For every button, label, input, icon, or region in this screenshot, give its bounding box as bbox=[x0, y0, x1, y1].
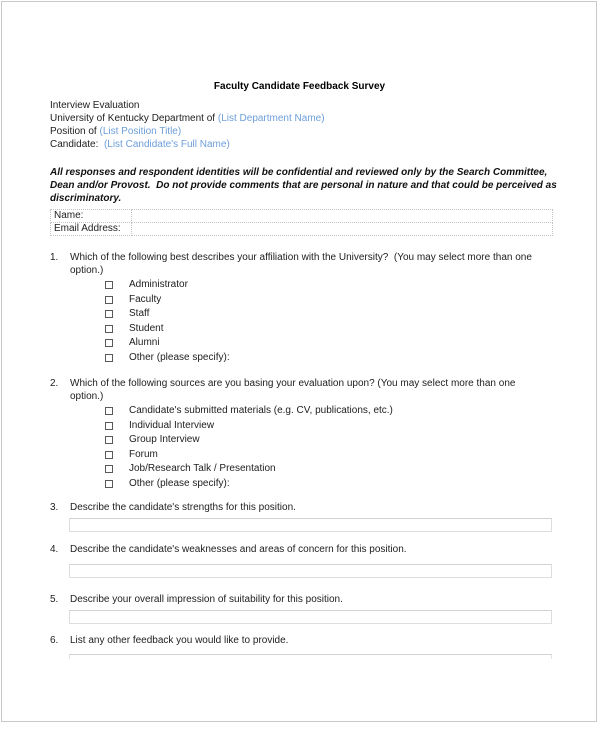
checkbox-icon[interactable] bbox=[105, 422, 113, 430]
checkbox-icon[interactable] bbox=[105, 451, 113, 459]
option-label: Group Interview bbox=[129, 434, 200, 445]
option-faculty[interactable] bbox=[105, 293, 549, 308]
question-2-options bbox=[105, 404, 549, 491]
checkbox-icon[interactable] bbox=[105, 436, 113, 444]
answer-box-overall-impression[interactable] bbox=[69, 610, 552, 624]
option-label: Forum bbox=[129, 448, 158, 460]
option-job-research-talk[interactable] bbox=[105, 462, 549, 477]
question-2-text: Which of the following sources are you basing your evaluation upon? (You may select more than one option.) bbox=[70, 378, 519, 402]
question-2 bbox=[50, 377, 549, 491]
confidentiality-notice: All responses and respondent identities will be confidential and reviewed only by the Search Committee, Dean and/or Provost. Do not provide comments that are personal in nature and that could be perceived as discriminatory. bbox=[50, 167, 560, 204]
question-6-number: 6. bbox=[50, 635, 59, 646]
name-label: Name: bbox=[51, 210, 132, 223]
contact-table bbox=[50, 209, 553, 236]
answer-box-other-feedback[interactable] bbox=[69, 654, 552, 659]
question-1-options bbox=[105, 278, 549, 365]
option-label: Other (please specify): bbox=[129, 351, 230, 363]
question-6 bbox=[50, 634, 549, 659]
position-prefix: Position of bbox=[50, 126, 100, 137]
question-4-text: Describe the candidate's weaknesses and areas of concern for this position. bbox=[70, 544, 407, 555]
checkbox-icon[interactable] bbox=[105, 310, 113, 318]
name-value-field[interactable] bbox=[132, 210, 553, 223]
question-3-number: 3. bbox=[50, 502, 59, 513]
option-forum[interactable] bbox=[105, 448, 549, 463]
question-5-text: Describe your overall impression of suitability for this position. bbox=[70, 594, 343, 605]
option-administrator[interactable] bbox=[105, 278, 549, 293]
department-name-placeholder[interactable]: (List Department Name) bbox=[217, 113, 325, 124]
header-line-evaluation bbox=[50, 99, 549, 112]
email-label: Email Address: bbox=[51, 223, 132, 236]
page-title: Faculty Candidate Feedback Survey bbox=[213, 81, 386, 92]
option-label: Alumni bbox=[129, 337, 160, 348]
option-other-source[interactable] bbox=[105, 477, 549, 492]
answer-box-weaknesses[interactable] bbox=[69, 564, 552, 578]
checkbox-icon[interactable] bbox=[105, 281, 113, 289]
checkbox-icon[interactable] bbox=[105, 465, 113, 473]
question-1-text: Which of the following best describes your affiliation with the University? (You may select more than one option.) bbox=[70, 252, 535, 276]
option-individual-interview[interactable] bbox=[105, 419, 549, 434]
option-label: Staff bbox=[129, 308, 150, 319]
checkbox-icon[interactable] bbox=[105, 296, 113, 304]
question-6-text: List any other feedback you would like to provide. bbox=[70, 635, 289, 646]
question-1 bbox=[50, 251, 549, 365]
question-2-number: 2. bbox=[50, 378, 59, 389]
header-line-position bbox=[50, 125, 549, 138]
question-1-number: 1. bbox=[50, 252, 59, 263]
question-3 bbox=[50, 501, 549, 532]
table-row bbox=[51, 223, 553, 236]
email-value-field[interactable] bbox=[132, 223, 553, 236]
option-label: Other (please specify): bbox=[129, 477, 230, 489]
option-alumni[interactable] bbox=[105, 336, 549, 351]
header-block bbox=[50, 99, 549, 151]
checkbox-icon[interactable] bbox=[105, 480, 113, 488]
page-content bbox=[2, 2, 596, 659]
question-4-number: 4. bbox=[50, 544, 59, 555]
answer-box-strengths[interactable] bbox=[69, 518, 552, 532]
option-label: Candidate's submitted materials (e.g. CV, publications, etc.) bbox=[129, 405, 393, 416]
question-5-number: 5. bbox=[50, 594, 59, 605]
option-submitted-materials[interactable] bbox=[105, 404, 549, 419]
question-4 bbox=[50, 543, 549, 578]
document-page bbox=[1, 1, 597, 722]
candidate-name-placeholder[interactable]: (List Candidate's Full Name) bbox=[103, 139, 230, 150]
question-3-text: Describe the candidate's strengths for this position. bbox=[70, 502, 296, 513]
header-line-department bbox=[50, 112, 549, 125]
department-prefix: University of Kentucky Department of bbox=[50, 113, 218, 124]
table-row bbox=[51, 210, 553, 223]
option-label: Administrator bbox=[129, 279, 188, 290]
candidate-prefix: Candidate: bbox=[50, 139, 104, 150]
option-label: Student bbox=[129, 322, 164, 334]
option-label: Faculty bbox=[129, 293, 162, 305]
option-student[interactable] bbox=[105, 322, 549, 337]
option-other-affiliation[interactable] bbox=[105, 351, 549, 366]
position-title-placeholder[interactable]: (List Position Title) bbox=[99, 126, 182, 137]
question-5 bbox=[50, 593, 549, 624]
checkbox-icon[interactable] bbox=[105, 354, 113, 362]
option-label: Job/Research Talk / Presentation bbox=[129, 463, 276, 474]
checkbox-icon[interactable] bbox=[105, 325, 113, 333]
header-line-candidate bbox=[50, 138, 549, 151]
option-group-interview[interactable] bbox=[105, 433, 549, 448]
checkbox-icon[interactable] bbox=[105, 407, 113, 415]
option-staff[interactable] bbox=[105, 307, 549, 322]
interview-evaluation-label: Interview Evaluation bbox=[50, 100, 140, 111]
checkbox-icon[interactable] bbox=[105, 339, 113, 347]
option-label: Individual Interview bbox=[129, 419, 215, 431]
